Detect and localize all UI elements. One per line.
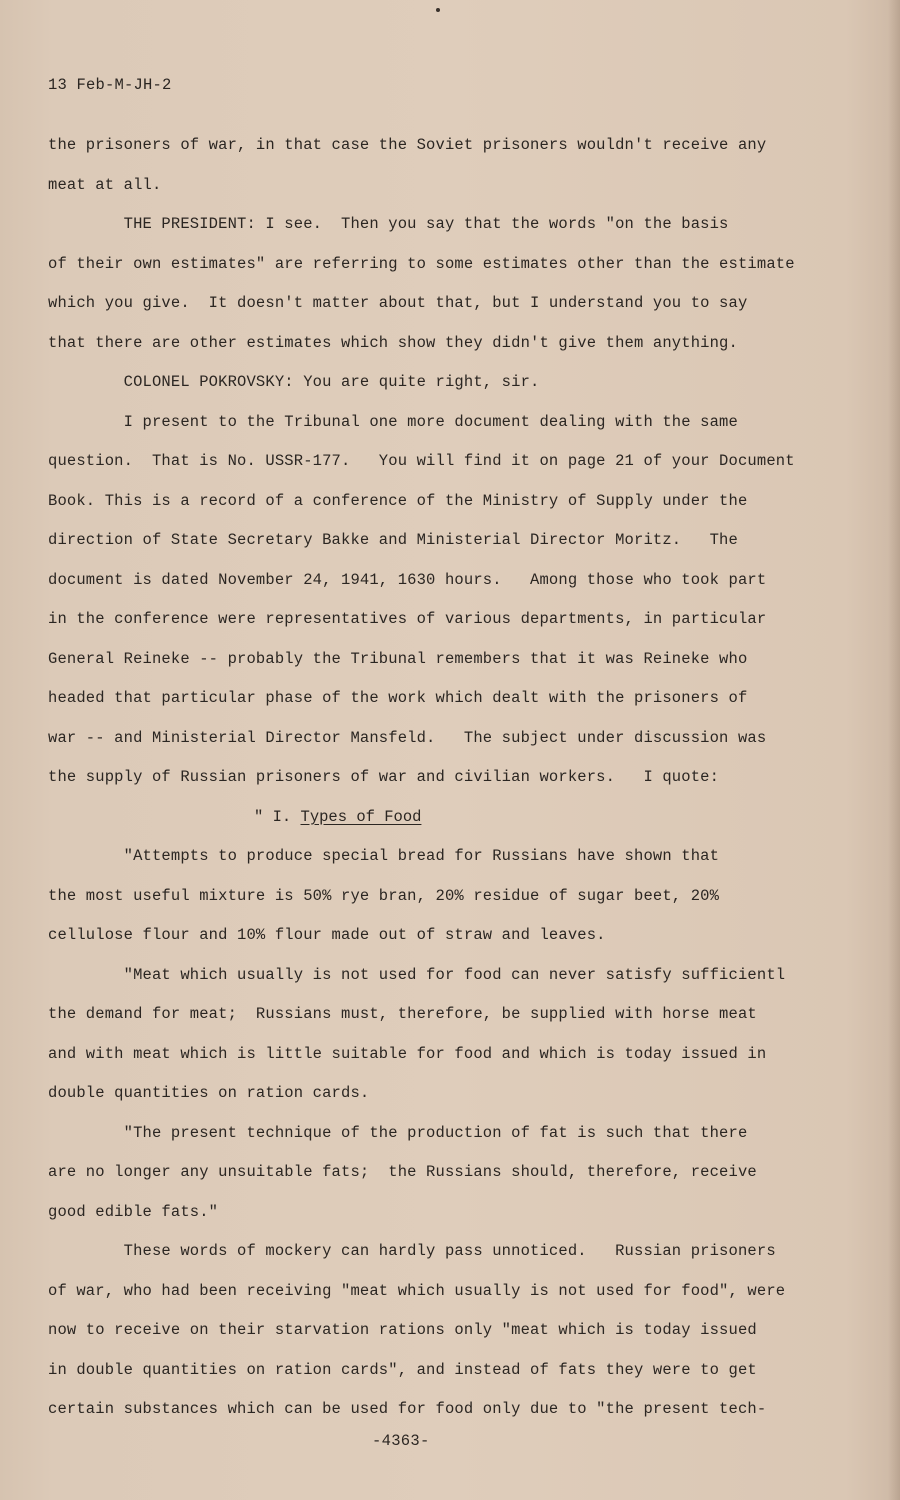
paragraphs-after-heading — [48, 837, 828, 1430]
text-line: headed that particular phase of the work which dealt with the prisoners of — [48, 689, 748, 707]
text-line: and with meat which is little suitable for food and which is today issued in — [48, 1044, 767, 1063]
text-line: meat at all. — [48, 175, 162, 194]
heading-title: Types of Food — [300, 807, 422, 826]
text-line: THE PRESIDENT: I see. Then you say that the words "on the basis — [48, 215, 729, 233]
text-line: which you give. It doesn't matter about that, but I understand you to say — [48, 294, 748, 312]
ink-speck — [436, 8, 440, 12]
page-edge-shadow — [888, 0, 900, 1500]
text-line: double quantities on ration cards. — [48, 1084, 370, 1102]
text-line: that there are other estimates which show they didn't give them anything. — [48, 333, 738, 352]
text-line: war -- and Ministerial Director Mansfeld. The subject under discussion was — [48, 728, 767, 747]
text-line: of their own estimates" are referring to some estimates other than the estimate — [48, 254, 795, 273]
paragraphs-before-heading — [48, 126, 828, 798]
document-body — [48, 126, 828, 1430]
text-line: These words of mockery can hardly pass unnoticed. Russian prisoners — [48, 1242, 776, 1260]
section-heading — [48, 798, 828, 838]
text-line: in double quantities on ration cards", and instead of fats they were to get — [48, 1360, 757, 1379]
text-line: the most useful mixture is 50% rye bran, 20% residue of sugar beet, 20% — [48, 886, 720, 905]
text-line: of war, who had been receiving "meat which usually is not used for food", were — [48, 1281, 786, 1300]
text-line: the demand for meat; Russians must, therefore, be supplied with horse meat — [48, 1005, 757, 1023]
document-reference: 13 Feb-M-JH-2 — [48, 76, 172, 94]
text-line: document is dated November 24, 1941, 1630 hours. Among those who took part — [48, 570, 767, 589]
text-line: good edible fats." — [48, 1202, 219, 1221]
text-line: the supply of Russian prisoners of war and civilian workers. I quote: — [48, 768, 720, 786]
text-line: the prisoners of war, in that case the Soviet prisoners wouldn't receive any — [48, 136, 767, 154]
text-line: "Meat which usually is not used for food can never satisfy sufficientl — [48, 965, 786, 984]
heading-prefix: " I. — [254, 807, 301, 826]
text-line: are no longer any unsuitable fats; the Russians should, therefore, receive — [48, 1163, 757, 1181]
page-number: -4363- — [372, 1432, 430, 1450]
text-line: COLONEL POKROVSKY: You are quite right, sir. — [48, 373, 540, 391]
text-line: General Reineke -- probably the Tribunal remembers that it was Reineke who — [48, 649, 748, 668]
text-line: now to receive on their starvation rations only "meat which is today issued — [48, 1321, 757, 1339]
text-line: in the conference were representatives of various departments, in particular — [48, 610, 767, 628]
text-line: certain substances which can be used for food only due to "the present tech- — [48, 1400, 767, 1418]
text-line: "The present technique of the production of fat is such that there — [48, 1123, 748, 1142]
text-line: I present to the Tribunal one more document dealing with the same — [48, 412, 738, 431]
text-line: Book. This is a record of a conference of the Ministry of Supply under the — [48, 491, 748, 510]
text-line: cellulose flour and 10% flour made out of straw and leaves. — [48, 926, 606, 944]
text-line: question. That is No. USSR-177. You will find it on page 21 of your Document — [48, 452, 795, 470]
text-line: "Attempts to produce special bread for Russians have shown that — [48, 847, 720, 865]
text-line: direction of State Secretary Bakke and Ministerial Director Moritz. The — [48, 531, 738, 549]
